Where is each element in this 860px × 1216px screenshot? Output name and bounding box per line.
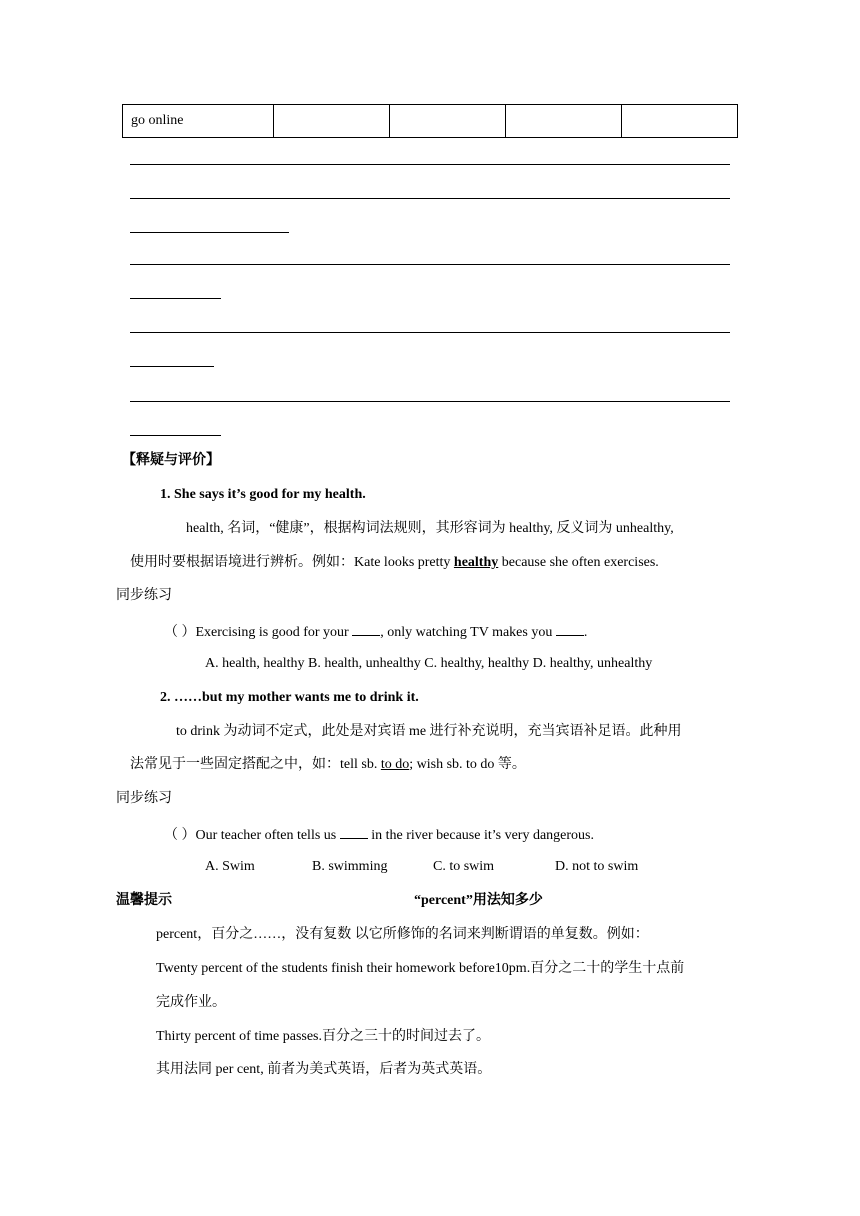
answer-paren: （ ） <box>164 625 196 640</box>
item2-heading: 2. ……but my mother wants me to drink it. <box>160 690 419 705</box>
underlined-phrase: to do <box>380 757 410 772</box>
writing-line <box>130 198 730 199</box>
tip-line: 其用法同 per cent, 前者为美式英语，后者为英式英语。 <box>156 1062 492 1077</box>
table-cell: go online <box>123 105 274 138</box>
item1-explain-line: health, 名词，“健康”，根据构词法规则，其形容词为 healthy, 反义词为 unhealthy, <box>186 521 674 536</box>
practice-label: 同步练习 <box>116 791 172 806</box>
item2-explain-line <box>130 758 526 772</box>
question-1-options: A. health, healthy B. health, unhealthy C. healthy, healthy D. healthy, unhealthy <box>205 656 653 671</box>
answer-blank <box>556 623 584 636</box>
table-row <box>123 105 738 138</box>
item2-explain-line: to drink 为动词不定式，此处是对宾语 me 进行补充说明，充当宾语补足语。此种用 <box>176 724 682 739</box>
table-cell <box>390 105 506 138</box>
table-cell <box>506 105 622 138</box>
question-2 <box>164 826 594 843</box>
writing-line <box>130 164 730 165</box>
table-cell <box>622 105 738 138</box>
text-segment: because she often exercises. <box>498 555 659 570</box>
text-segment: 使用时要根据语境进行辨析。例如：Kate looks pretty <box>130 555 454 570</box>
highlighted-word: healthy <box>453 555 499 570</box>
writing-line <box>130 332 730 333</box>
table-cell <box>274 105 390 138</box>
option-b: B. swimming <box>312 859 388 874</box>
practice-label: 同步练习 <box>116 588 172 603</box>
tip-label: 温馨提示 <box>116 893 172 908</box>
question-text: Our teacher often tells us <box>195 828 340 843</box>
writing-line <box>130 264 730 265</box>
tip-line: Thirty percent of time passes.百分之三十的时间过去了。 <box>156 1029 491 1044</box>
question-1 <box>164 623 587 640</box>
tip-line: 完成作业。 <box>156 995 226 1010</box>
tip-line: Twenty percent of the students finish their homework before10pm.百分之二十的学生十点前 <box>156 961 685 976</box>
item1-heading: 1. She says it’s good for my health. <box>160 487 366 502</box>
option-d: D. not to swim <box>555 859 639 874</box>
question-text: Exercising is good for your <box>195 625 353 640</box>
writing-line <box>130 298 221 299</box>
question-text: , only watching TV makes you <box>380 625 556 640</box>
writing-line <box>130 366 214 367</box>
answer-blank <box>352 623 380 636</box>
question-text: . <box>583 625 588 640</box>
answer-paren: （ ） <box>164 828 196 843</box>
writing-line <box>130 232 289 233</box>
tip-title: “percent”用法知多少 <box>414 893 543 908</box>
writing-line <box>130 435 221 436</box>
tip-line: percent，百分之……，没有复数 以它所修饰的名词来判断谓语的单复数。例如： <box>156 927 649 942</box>
expression-table <box>122 104 738 138</box>
text-segment: 法常见于一些固定搭配之中，如：tell sb. <box>130 757 381 772</box>
option-c: C. to swim <box>433 859 495 874</box>
section-title: 【释疑与评价】 <box>122 453 220 468</box>
option-a: A. Swim <box>205 859 255 874</box>
answer-blank <box>340 826 368 839</box>
question-text: in the river because it’s very dangerous. <box>367 828 594 843</box>
writing-line <box>130 401 730 402</box>
item1-explain-line <box>130 556 659 570</box>
text-segment: ; wish sb. to do 等。 <box>409 757 526 772</box>
